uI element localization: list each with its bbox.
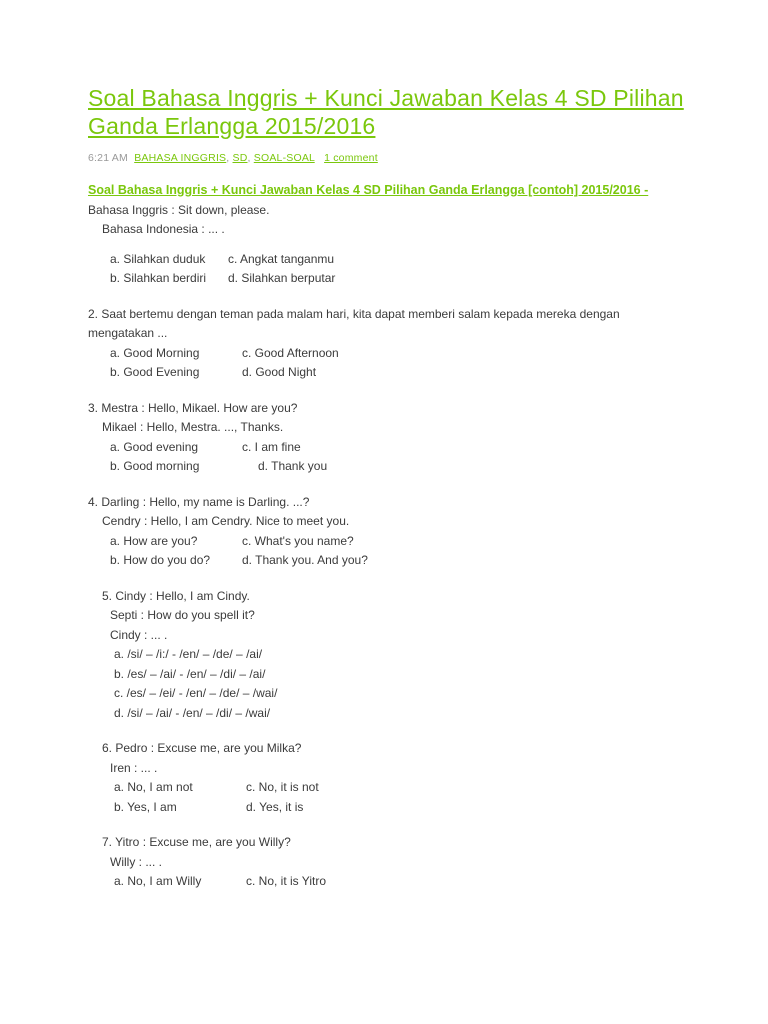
question-3-option-c: c. I am fine [242,439,301,454]
question-5-option-a: a. /si/ – /i:/ - /en/ – /de/ – /ai/ [114,647,263,661]
question-2-options-row-2 [88,363,688,383]
question-4-line-2: Cendry : Hello, I am Cendry. Nice to meet you. [102,514,350,528]
question-3-options-row-1 [88,438,688,458]
question-6 [88,739,688,817]
question-4-option-a: a. How are you? [110,533,198,548]
post-meta [88,152,688,164]
question-6-option-c: c. No, it is not [246,780,319,794]
question-6-line-2: Iren : ... . [110,760,158,775]
article-container [88,84,688,892]
meta-separator-2: , [247,152,251,164]
question-4-option-b: b. How do you do? [110,553,211,567]
post-lead: Soal Bahasa Inggris + Kunci Jawaban Kelas 4 SD Pilihan Ganda Erlangga [contoh] 2015/2016 - [88,183,649,197]
question-5-line-1: 5. Cindy : Hello, I am Cindy. [102,588,250,603]
question-6-line-1: 6. Pedro : Excuse me, are you Milka? [102,741,302,755]
question-6-option-b: b. Yes, I am [114,799,177,814]
label-link-soal-soal[interactable]: SOAL-SOAL [253,152,315,164]
question-5-option-d: d. /si/ – /ai/ - /en/ – /di/ – /wai/ [114,705,271,720]
question-2-option-a: a. Good Morning [110,345,200,360]
question-5 [88,587,688,724]
question-1-line-2: Bahasa Indonesia : ... . [102,222,225,236]
question-6-option-d: d. Yes, it is [246,799,304,814]
question-2-option-d: d. Good Night [242,365,317,379]
question-3-option-d: d. Thank you [258,459,328,473]
question-2-options-row-1 [88,344,688,364]
question-1 [88,180,688,289]
question-5-option-c: c. /es/ – /ei/ - /en/ – /de/ – /wai/ [114,686,278,700]
question-3-line-1: 3. Mestra : Hello, Mikael. How are you? [88,400,298,415]
question-6-options-row-2 [88,798,688,818]
page-title: Soal Bahasa Inggris + Kunci Jawaban Kelas 4 SD Pilihan Ganda Erlangga 2015/2016 [88,85,684,139]
question-7 [88,833,688,892]
question-7-line-2: Willy : ... . [110,854,162,869]
meta-separator-1: , [226,152,230,164]
question-5-line-2: Septi : How do you spell it? [110,608,255,622]
question-4-option-c: c. What's you name? [242,533,354,548]
question-7-option-a: a. No, I am Willy [114,874,202,888]
question-6-options-row-1 [88,778,688,798]
comments-link[interactable]: 1 comment [324,152,378,164]
question-4 [88,493,688,571]
question-2 [88,305,688,383]
post-body [88,180,688,892]
question-6-option-a: a. No, I am not [114,780,193,794]
question-3-option-a: a. Good evening [110,439,199,454]
question-4-line-1: 4. Darling : Hello, my name is Darling. ...? [88,494,310,509]
question-4-options-row-2 [88,551,688,571]
question-1-option-c: c. Angkat tanganmu [228,251,335,266]
question-1-option-b: b. Silahkan berdiri [110,271,207,285]
label-link-sd[interactable]: SD [232,152,248,164]
question-1-line-1: Bahasa Inggris : Sit down, please. [88,202,270,217]
question-7-line-1: 7. Yitro : Excuse me, are you Willy? [102,835,291,849]
question-2-line-1: 2. Saat bertemu dengan teman pada malam hari, kita dapat memberi salam kepada mereka dengan mengatakan ... [88,306,620,340]
question-7-options-row-1 [88,872,688,892]
question-5-option-b: b. /es/ – /ai/ - /en/ – /di/ – /ai/ [114,666,266,681]
question-1-options-row-2 [88,269,688,289]
question-2-option-b: b. Good Evening [110,365,200,379]
question-3-options-row-2 [88,457,688,477]
question-3 [88,399,688,477]
question-5-line-3: Cindy : ... . [110,627,168,642]
question-1-option-a: a. Silahkan duduk [110,251,206,266]
question-2-option-c: c. Good Afternoon [242,345,339,360]
question-4-options-row-1 [88,532,688,552]
question-3-line-2: Mikael : Hello, Mestra. ..., Thanks. [102,420,284,434]
question-4-option-d: d. Thank you. And you? [242,553,368,567]
post-time: 6:21 AM [88,152,128,164]
question-7-option-c: c. No, it is Yitro [246,874,327,888]
question-1-options-row-1 [88,250,688,270]
question-3-option-b: b. Good morning [110,459,200,473]
question-1-option-d: d. Silahkan berputar [228,271,336,285]
label-link-bahasa-inggris[interactable]: BAHASA INGGRIS [134,152,227,164]
